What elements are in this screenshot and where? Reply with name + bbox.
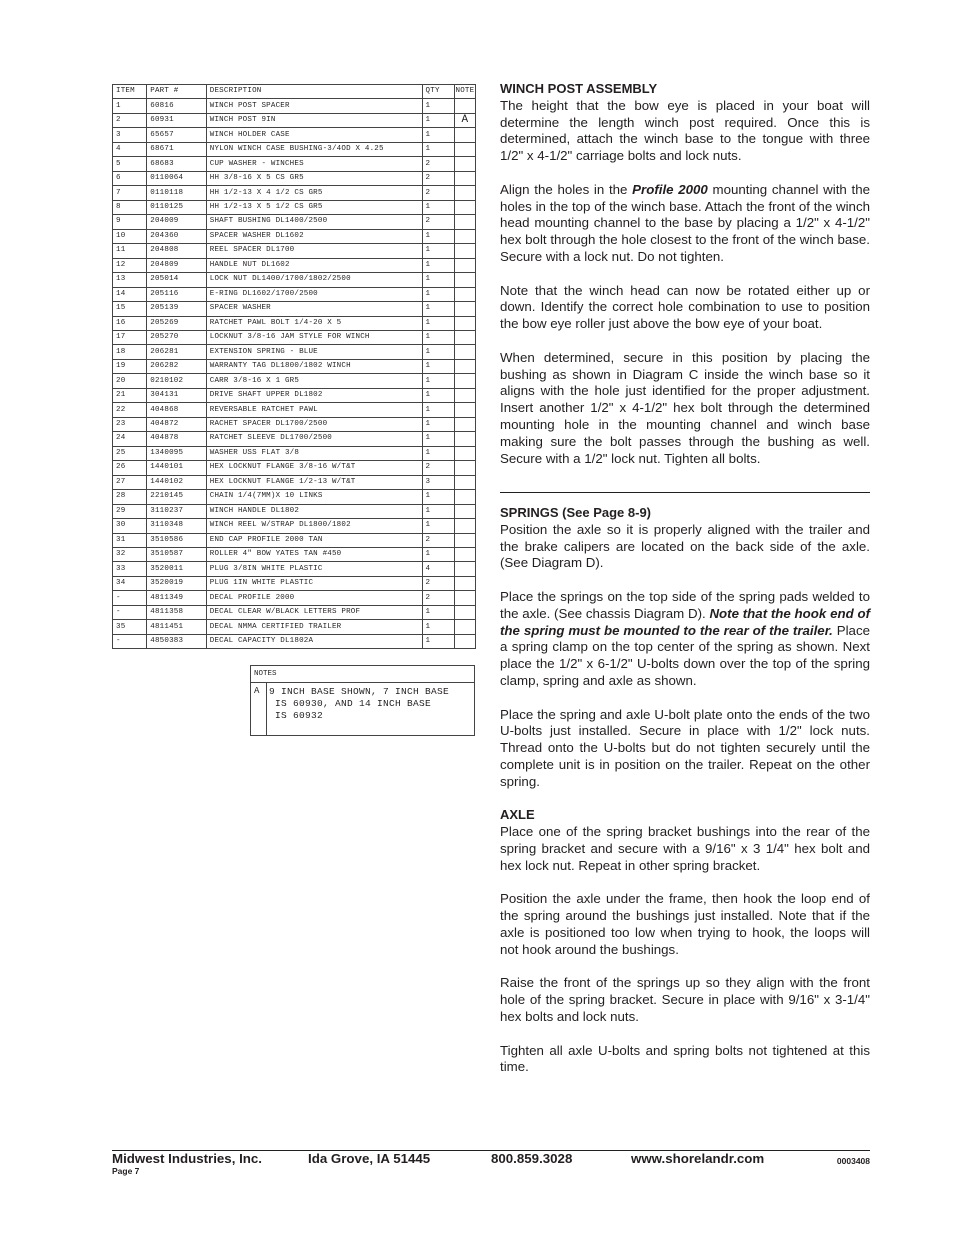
- cell-qty: 2: [422, 576, 454, 590]
- cell-part: 0210102: [147, 374, 206, 388]
- cell-item: 27: [113, 475, 147, 489]
- cell-note: [454, 605, 475, 619]
- axle-paragraph-2: Position the axle under the frame, then hook the loop end of the spring around the bushings just installed. Note that if the axle is positioned too low when trying to hook, the loops will not hook around the bushings.: [500, 891, 870, 957]
- table-header-row: [113, 85, 476, 99]
- cell-item: 4: [113, 142, 147, 156]
- table-row: [113, 490, 476, 504]
- cell-part: 3110348: [147, 519, 206, 533]
- cell-description: END CAP PROFILE 2000 TAN: [206, 533, 422, 547]
- cell-description: WASHER USS FLAT 3/8: [206, 446, 422, 460]
- cell-item: 1: [113, 99, 147, 113]
- cell-note: [454, 258, 475, 272]
- cell-note: [454, 345, 475, 359]
- document-number: 0003408: [836, 1156, 870, 1166]
- cell-description: CARR 3/8-16 X 1 GR5: [206, 374, 422, 388]
- cell-description: EXTENSION SPRING - BLUE: [206, 345, 422, 359]
- table-row: [113, 302, 476, 316]
- cell-part: 0110118: [147, 186, 206, 200]
- winch-p2-text-2: mounting channel with the holes in the top of the winch base. Attach the front of the winch head mounting channel to the base by placing a 1/2" x 4-1/2" hex bolt through the hole closest to the front of the winch base. Secure with a lock nut. Do not tighten.: [500, 181, 870, 264]
- cell-note: [454, 562, 475, 576]
- springs-p2-emphasis: Note that the hook end of the spring must be mounted to the rear of the trailer.: [500, 605, 870, 638]
- cell-note: [454, 215, 475, 229]
- cell-qty: 2: [422, 157, 454, 171]
- winch-paragraph-1: The height that the bow eye is placed in your boat will determine the length winch post required. Once this is determined, attach the winch base to the tongue with three 1/2" x 4-1/2" carriage bolts and lock nuts.: [500, 97, 870, 164]
- cell-part: 204809: [147, 258, 206, 272]
- cell-description: RACHET SPACER DL1700/2500: [206, 417, 422, 431]
- table-row: [113, 186, 476, 200]
- cell-qty: 1: [422, 620, 454, 634]
- cell-item: 10: [113, 229, 147, 243]
- section-divider: [500, 492, 870, 493]
- springs-paragraph-3: Place the spring and axle U-bolt plate onto the ends of the two U-bolts just installed. Secure in place with 1/2" lock nuts. Thread onto the U-bolts but do not tighten securely until the complete unit is in position on the trailer. Repeat on the other spring.: [500, 706, 870, 789]
- cell-note: [454, 417, 475, 431]
- cell-item: 28: [113, 490, 147, 504]
- cell-qty: 1: [422, 330, 454, 344]
- table-row: [113, 128, 476, 142]
- notes-header: NOTES: [251, 666, 474, 683]
- cell-description: DECAL PROFILE 2000: [206, 591, 422, 605]
- cell-item: 17: [113, 330, 147, 344]
- cell-part: 65657: [147, 128, 206, 142]
- table-row: [113, 446, 476, 460]
- cell-part: 404872: [147, 417, 206, 431]
- cell-qty: 1: [422, 359, 454, 373]
- header-description: DESCRIPTION: [206, 85, 422, 99]
- cell-part: 3520019: [147, 576, 206, 590]
- footer-city: Ida Grove, IA 51445: [308, 1151, 431, 1166]
- cell-qty: 1: [422, 316, 454, 330]
- cell-qty: 1: [422, 417, 454, 431]
- cell-description: PLUG 3/8IN WHITE PLASTIC: [206, 562, 422, 576]
- table-row: [113, 620, 476, 634]
- cell-description: SHAFT BUSHING DL1400/2500: [206, 215, 422, 229]
- cell-part: 3510587: [147, 548, 206, 562]
- cell-part: 204360: [147, 229, 206, 243]
- cell-qty: 1: [422, 388, 454, 402]
- cell-item: 16: [113, 316, 147, 330]
- table-row: [113, 273, 476, 287]
- cell-item: 18: [113, 345, 147, 359]
- cell-item: 15: [113, 302, 147, 316]
- cell-note: [454, 128, 475, 142]
- cell-description: PLUG 1IN WHITE PLASTIC: [206, 576, 422, 590]
- cell-item: 35: [113, 620, 147, 634]
- cell-note: [454, 273, 475, 287]
- table-row: [113, 287, 476, 301]
- cell-qty: 1: [422, 403, 454, 417]
- cell-note: [454, 330, 475, 344]
- cell-note: [454, 99, 475, 113]
- cell-item: 34: [113, 576, 147, 590]
- cell-note: [454, 316, 475, 330]
- cell-part: 205270: [147, 330, 206, 344]
- cell-qty: 2: [422, 461, 454, 475]
- table-row: [113, 99, 476, 113]
- springs-p2-text: Place the springs on the top side of the spring pads welded to the axle. (See chassis Diagram D).: [500, 588, 870, 621]
- cell-note: [454, 374, 475, 388]
- winch-paragraph-2: [500, 182, 870, 266]
- table-row: [113, 432, 476, 446]
- table-row: [113, 200, 476, 214]
- cell-qty: 2: [422, 171, 454, 185]
- cell-part: 1440102: [147, 475, 206, 489]
- cell-description: RATCHET PAWL BOLT 1/4-20 X 5: [206, 316, 422, 330]
- cell-qty: 1: [422, 634, 454, 648]
- cell-qty: 2: [422, 533, 454, 547]
- cell-item: 26: [113, 461, 147, 475]
- header-part: PART #: [147, 85, 206, 99]
- cell-qty: 1: [422, 287, 454, 301]
- cell-note: [454, 142, 475, 156]
- cell-item: -: [113, 634, 147, 648]
- cell-item: 8: [113, 200, 147, 214]
- cell-part: 204009: [147, 215, 206, 229]
- table-row: [113, 576, 476, 590]
- cell-qty: 1: [422, 345, 454, 359]
- cell-item: 3: [113, 128, 147, 142]
- cell-part: 404868: [147, 403, 206, 417]
- cell-description: RATCHET SLEEVE DL1700/2500: [206, 432, 422, 446]
- table-row: [113, 244, 476, 258]
- cell-qty: 1: [422, 229, 454, 243]
- winch-heading: WINCH POST ASSEMBLY: [500, 81, 658, 96]
- cell-note: [454, 504, 475, 518]
- footer-company: Midwest Industries, Inc.: [112, 1151, 262, 1166]
- cell-part: 68671: [147, 142, 206, 156]
- cell-description: WINCH REEL W/STRAP DL1800/1802: [206, 519, 422, 533]
- cell-description: SPACER WASHER: [206, 302, 422, 316]
- cell-part: 204808: [147, 244, 206, 258]
- cell-note: [454, 533, 475, 547]
- page-number: Page 7: [112, 1166, 140, 1176]
- springs-section: [500, 505, 870, 1076]
- table-row: [113, 475, 476, 489]
- winch-section: [500, 81, 870, 467]
- cell-part: 1440101: [147, 461, 206, 475]
- cell-part: 4811358: [147, 605, 206, 619]
- table-row: [113, 519, 476, 533]
- table-row: [113, 359, 476, 373]
- cell-description: HEX LOCKNUT FLANGE 3/8-16 W/T&T: [206, 461, 422, 475]
- cell-part: 205139: [147, 302, 206, 316]
- header-item: ITEM: [113, 85, 147, 99]
- cell-part: 205269: [147, 316, 206, 330]
- notes-letter: A: [254, 686, 260, 696]
- table-row: [113, 605, 476, 619]
- springs-p2-text-2: Place a spring clamp on the top center of the spring as shown. Next place the 1/2" x 6-1/2" U-bolts down over the top of the spring clamp, spring and axle as shown.: [500, 622, 870, 688]
- cell-part: 60931: [147, 113, 206, 127]
- cell-description: HH 1/2-13 X 5 1/2 CS GR5: [206, 200, 422, 214]
- cell-description: WINCH POST SPACER: [206, 99, 422, 113]
- cell-item: 13: [113, 273, 147, 287]
- axle-paragraph-1: Place one of the spring bracket bushings into the rear of the spring bracket and secure with a 9/16" x 3 1/4" hex bolt and hex lock nut. Repeat in other spring bracket.: [500, 824, 870, 873]
- cell-qty: 1: [422, 446, 454, 460]
- cell-description: NYLON WINCH CASE BUSHING-3/4OD X 4.25: [206, 142, 422, 156]
- cell-qty: 1: [422, 519, 454, 533]
- cell-qty: 1: [422, 548, 454, 562]
- cell-note: [454, 388, 475, 402]
- cell-description: CUP WASHER - WINCHES: [206, 157, 422, 171]
- table-row: [113, 330, 476, 344]
- cell-note: [454, 591, 475, 605]
- cell-qty: 1: [422, 374, 454, 388]
- cell-description: ROLLER 4" BOW YATES TAN #450: [206, 548, 422, 562]
- cell-item: 2: [113, 113, 147, 127]
- cell-description: HH 1/2-13 X 4 1/2 CS GR5: [206, 186, 422, 200]
- cell-note: [454, 432, 475, 446]
- notes-divider: [266, 683, 267, 735]
- cell-note: [454, 620, 475, 634]
- cell-description: CHAIN 1/4(7MM)X 10 LINKS: [206, 490, 422, 504]
- cell-qty: 1: [422, 244, 454, 258]
- cell-item: 7: [113, 186, 147, 200]
- footer-website: www.shorelandr.com: [631, 1151, 765, 1166]
- cell-description: HEX LOCKNUT FLANGE 1/2-13 W/T&T: [206, 475, 422, 489]
- cell-description: E-RING DL1602/1700/2500: [206, 287, 422, 301]
- cell-qty: 1: [422, 605, 454, 619]
- cell-item: 33: [113, 562, 147, 576]
- cell-qty: 2: [422, 215, 454, 229]
- table-row: [113, 403, 476, 417]
- cell-qty: 2: [422, 591, 454, 605]
- cell-description: DRIVE SHAFT UPPER DL1802: [206, 388, 422, 402]
- cell-item: 32: [113, 548, 147, 562]
- springs-heading: SPRINGS (See Page 8-9): [500, 505, 651, 520]
- table-row: [113, 345, 476, 359]
- cell-qty: 1: [422, 490, 454, 504]
- cell-part: 3110237: [147, 504, 206, 518]
- cell-description: HH 3/8-16 X 5 CS GR5: [206, 171, 422, 185]
- table-row: [113, 171, 476, 185]
- cell-qty: 1: [422, 432, 454, 446]
- cell-item: 19: [113, 359, 147, 373]
- notes-text: 9 INCH BASE SHOWN, 7 INCH BASE IS 60930, AND 14 INCH BASE IS 60932: [269, 686, 450, 721]
- cell-qty: 2: [422, 186, 454, 200]
- springs-paragraph-1: Position the axle so it is properly aligned with the trailer and the brake calipers are located on the back side of the axle. (See Diagram D).: [500, 521, 870, 571]
- axle-heading: AXLE: [500, 807, 535, 823]
- cell-part: 68683: [147, 157, 206, 171]
- cell-item: 6: [113, 171, 147, 185]
- cell-item: 24: [113, 432, 147, 446]
- cell-part: 205014: [147, 273, 206, 287]
- cell-description: REEL SPACER DL1700: [206, 244, 422, 258]
- cell-part: 304131: [147, 388, 206, 402]
- cell-part: 4850383: [147, 634, 206, 648]
- cell-description: WINCH POST 9IN: [206, 113, 422, 127]
- cell-note: [454, 171, 475, 185]
- cell-description: DECAL CLEAR W/BLACK LETTERS PROF: [206, 605, 422, 619]
- winch-p2-text: Align the holes in the: [500, 181, 633, 197]
- notes-box: [250, 665, 475, 736]
- cell-part: 60816: [147, 99, 206, 113]
- cell-description: LOCKNUT 3/8-16 JAM STYLE FOR WINCH: [206, 330, 422, 344]
- cell-part: 0110125: [147, 200, 206, 214]
- cell-part: 1340095: [147, 446, 206, 460]
- table-row: [113, 461, 476, 475]
- springs-paragraph-2: [500, 589, 870, 690]
- footer-phone: 800.859.3028: [491, 1151, 573, 1166]
- parts-table: [112, 84, 476, 649]
- cell-note: [454, 229, 475, 243]
- cell-qty: 1: [422, 258, 454, 272]
- table-row: [113, 417, 476, 431]
- cell-note: [454, 186, 475, 200]
- table-row: [113, 634, 476, 648]
- cell-part: 4811349: [147, 591, 206, 605]
- table-row: [113, 229, 476, 243]
- table-row: [113, 113, 476, 127]
- cell-item: -: [113, 605, 147, 619]
- cell-note: [454, 200, 475, 214]
- axle-paragraph-4: Tighten all axle U-bolts and spring bolts not tightened at this time.: [500, 1042, 870, 1075]
- table-row: [113, 504, 476, 518]
- cell-qty: 1: [422, 142, 454, 156]
- cell-part: 206282: [147, 359, 206, 373]
- cell-note: [454, 302, 475, 316]
- notes-body: [251, 683, 474, 735]
- cell-description: WINCH HANDLE DL1802: [206, 504, 422, 518]
- cell-note: [454, 157, 475, 171]
- table-row: [113, 548, 476, 562]
- cell-item: 12: [113, 258, 147, 272]
- cell-part: 0110064: [147, 171, 206, 185]
- table-row: [113, 142, 476, 156]
- cell-note: [454, 403, 475, 417]
- axle-paragraph-3: Raise the front of the springs up so they align with the front hole of the spring bracket. Secure in place with 9/16" x 3-1/4" hex bolts and lock nuts.: [500, 975, 870, 1024]
- cell-item: 14: [113, 287, 147, 301]
- cell-note: A: [454, 113, 475, 127]
- cell-note: [454, 634, 475, 648]
- cell-item: 9: [113, 215, 147, 229]
- cell-description: WINCH HOLDER CASE: [206, 128, 422, 142]
- cell-note: [454, 359, 475, 373]
- cell-item: 22: [113, 403, 147, 417]
- table-row: [113, 316, 476, 330]
- cell-qty: 1: [422, 128, 454, 142]
- table-row: [113, 388, 476, 402]
- cell-note: [454, 548, 475, 562]
- cell-qty: 1: [422, 113, 454, 127]
- cell-note: [454, 244, 475, 258]
- header-note: NOTE: [454, 85, 475, 99]
- cell-part: 205116: [147, 287, 206, 301]
- table-row: [113, 562, 476, 576]
- cell-item: 5: [113, 157, 147, 171]
- cell-qty: 1: [422, 99, 454, 113]
- cell-qty: 1: [422, 504, 454, 518]
- cell-item: 21: [113, 388, 147, 402]
- winch-paragraph-4: When determined, secure in this position by placing the bushing as shown in Diagram C inside the winch base so it aligns with the hole just identified for the proper adjustment. Insert another 1/2" x 4-1/2" hex bolt through the determined mounting hole in the mounting channel and winch base making sure the bolt passes through the bushing as well. Secure with a 1/2" lock nut. Tighten all bolts.: [500, 349, 870, 466]
- cell-item: -: [113, 591, 147, 605]
- cell-description: REVERSABLE RATCHET PAWL: [206, 403, 422, 417]
- cell-part: 404878: [147, 432, 206, 446]
- cell-item: 11: [113, 244, 147, 258]
- cell-qty: 3: [422, 475, 454, 489]
- table-row: [113, 374, 476, 388]
- header-qty: QTY: [422, 85, 454, 99]
- cell-part: 3520011: [147, 562, 206, 576]
- winch-p2-emphasis: Profile 2000: [632, 181, 708, 197]
- cell-item: 23: [113, 417, 147, 431]
- cell-description: WARRANTY TAG DL1800/1802 WINCH: [206, 359, 422, 373]
- cell-part: 4811451: [147, 620, 206, 634]
- table-row: [113, 157, 476, 171]
- cell-note: [454, 519, 475, 533]
- cell-qty: 1: [422, 302, 454, 316]
- cell-note: [454, 475, 475, 489]
- cell-qty: 1: [422, 273, 454, 287]
- cell-description: DECAL CAPACITY DL1802A: [206, 634, 422, 648]
- table-row: [113, 533, 476, 547]
- table-row: [113, 215, 476, 229]
- cell-note: [454, 576, 475, 590]
- cell-item: 31: [113, 533, 147, 547]
- cell-qty: 1: [422, 200, 454, 214]
- cell-qty: 4: [422, 562, 454, 576]
- cell-description: LOCK NUT DL1400/1700/1802/2500: [206, 273, 422, 287]
- cell-part: 2210145: [147, 490, 206, 504]
- cell-part: 3510586: [147, 533, 206, 547]
- cell-description: HANDLE NUT DL1602: [206, 258, 422, 272]
- cell-description: DECAL NMMA CERTIFIED TRAILER: [206, 620, 422, 634]
- cell-note: [454, 490, 475, 504]
- parts-table-body: [113, 85, 476, 649]
- cell-note: [454, 446, 475, 460]
- cell-part: 206281: [147, 345, 206, 359]
- cell-description: SPACER WASHER DL1602: [206, 229, 422, 243]
- table-row: [113, 258, 476, 272]
- cell-note: [454, 461, 475, 475]
- cell-item: 20: [113, 374, 147, 388]
- cell-item: 25: [113, 446, 147, 460]
- cell-item: 29: [113, 504, 147, 518]
- cell-item: 30: [113, 519, 147, 533]
- table-row: [113, 591, 476, 605]
- cell-note: [454, 287, 475, 301]
- winch-paragraph-3: Note that the winch head can now be rotated either up or down. Identify the correct hole combination to use to position the bow eye roller just above the bow eye of your boat.: [500, 282, 870, 332]
